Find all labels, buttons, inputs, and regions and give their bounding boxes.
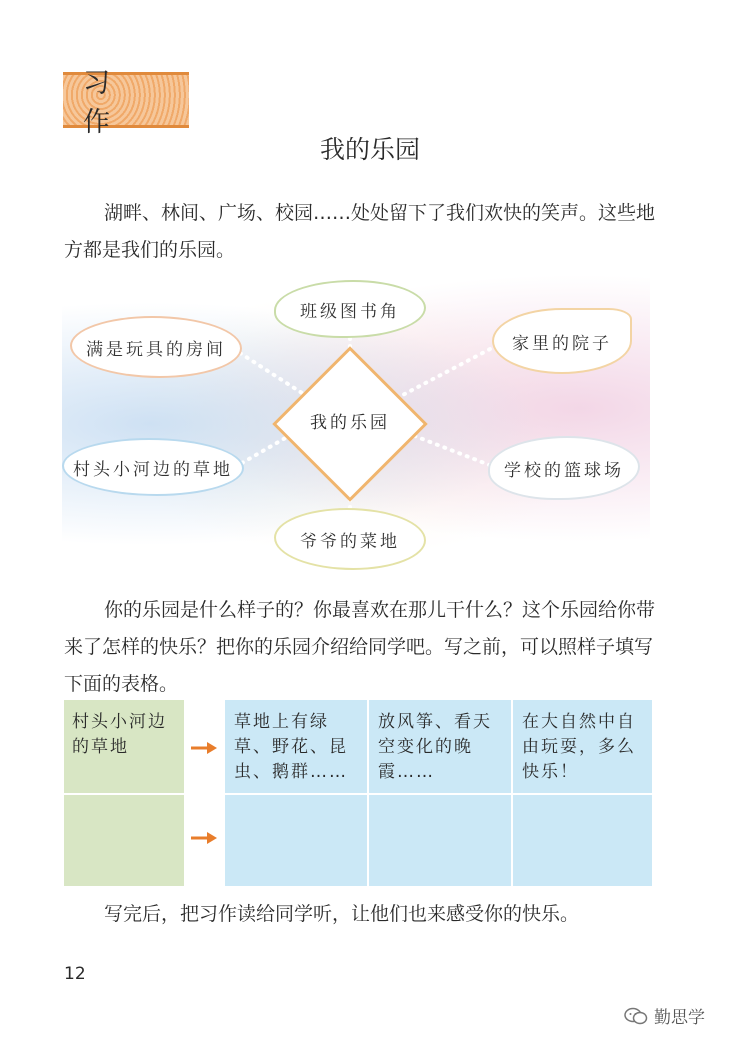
section-label: 习 作 bbox=[83, 68, 132, 138]
node-lower-left: 村头小河边的草地 bbox=[62, 438, 244, 496]
section-banner bbox=[63, 68, 189, 138]
arrow-right-icon bbox=[190, 741, 218, 755]
place-cell-2 bbox=[64, 795, 184, 886]
node-lower-right: 学校的篮球场 bbox=[488, 436, 640, 500]
node-upper-right: 家里的院子 bbox=[492, 308, 632, 374]
scene-text: 草地上有绿草、野花、昆虫、鹅群…… bbox=[234, 712, 348, 782]
activity-text: 放风筝、看天空变化的晚霞…… bbox=[378, 712, 492, 782]
center-label: 我的乐园 bbox=[310, 413, 390, 433]
page-title: 我的乐园 bbox=[319, 135, 420, 164]
prompt-paragraph: 你的乐园是什么样子的？你最喜欢在那儿干什么？这个乐园给你带来了怎样的快乐？把你的乐园介绍给同学吧。写之前，可以照样子填写下面的表格。 bbox=[64, 599, 656, 695]
watermark-text: 勤思学 bbox=[654, 1008, 705, 1028]
node-bottom: 爷爷的菜地 bbox=[274, 508, 426, 570]
place-text: 村头小河边的草地 bbox=[72, 712, 167, 757]
planning-table bbox=[64, 700, 652, 886]
page-number: 12 bbox=[64, 964, 86, 984]
wechat-icon bbox=[624, 1006, 648, 1026]
arrow-right-icon bbox=[190, 831, 218, 845]
scene-cell-2 bbox=[225, 795, 367, 886]
node-upper-left: 满是玩具的房间 bbox=[70, 316, 242, 378]
watermark bbox=[624, 1003, 705, 1028]
node-top: 班级图书角 bbox=[274, 280, 426, 338]
closing-paragraph: 写完后，把习作读给同学听，让他们也来感受你的快乐。 bbox=[104, 903, 580, 925]
intro-paragraph: 湖畔、林间、广场、校园……处处留下了我们欢快的笑声。这些地方都是我们的乐园。 bbox=[64, 202, 656, 261]
feeling-text: 在大自然中自由玩耍，多么快乐！ bbox=[522, 712, 636, 782]
activity-cell-2 bbox=[369, 795, 511, 886]
mind-map bbox=[62, 268, 650, 580]
feeling-cell-2 bbox=[513, 795, 652, 886]
